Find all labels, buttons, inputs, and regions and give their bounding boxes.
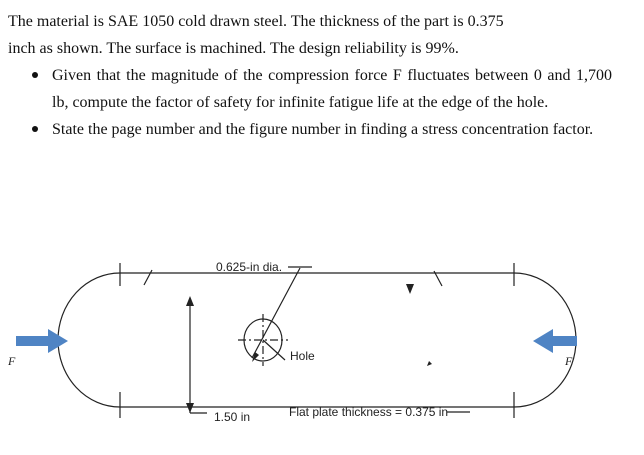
dimension-arrowhead xyxy=(186,403,194,413)
dimension-arrowhead xyxy=(186,296,194,306)
dimension-arrowhead xyxy=(427,361,432,366)
hole-label: Hole xyxy=(290,349,315,363)
bullet-item xyxy=(8,116,612,143)
intro-line: inch as shown. The surface is machined. The design reliability is 99%. xyxy=(8,40,459,57)
break-mark xyxy=(144,270,152,285)
diameter-leader xyxy=(252,268,300,358)
force-left-label: F xyxy=(8,354,16,368)
force-right-label: F xyxy=(565,354,573,368)
bullet-item xyxy=(8,62,612,116)
bullet-icon xyxy=(32,126,38,132)
bullet-list xyxy=(8,62,612,143)
hole-diameter-label: 0.625-in dia. xyxy=(216,260,283,274)
intro-line: The material is SAE 1050 cold drawn steel. The thickness of the part is 0.375 xyxy=(8,13,504,30)
plate-outline xyxy=(58,273,576,407)
right-force-arrow-icon xyxy=(533,329,577,353)
bullet-text: State the page number and the figure number in finding a stress concentration factor. xyxy=(52,121,594,138)
plate-figure xyxy=(0,240,644,455)
thickness-label: Flat plate thickness = 0.375 in xyxy=(289,405,449,419)
dimension-arrowhead xyxy=(406,284,414,294)
width-label: 1.50 in xyxy=(214,410,251,424)
bullet-icon xyxy=(32,72,38,78)
bullet-text: Given that the magnitude of the compression force F fluctuates between 0 and 1,700 lb, compute the factor of safety for infinite fatigue life at the edge of the hole. xyxy=(52,67,612,111)
problem-statement xyxy=(8,8,612,143)
left-force-arrow-icon xyxy=(16,329,68,353)
